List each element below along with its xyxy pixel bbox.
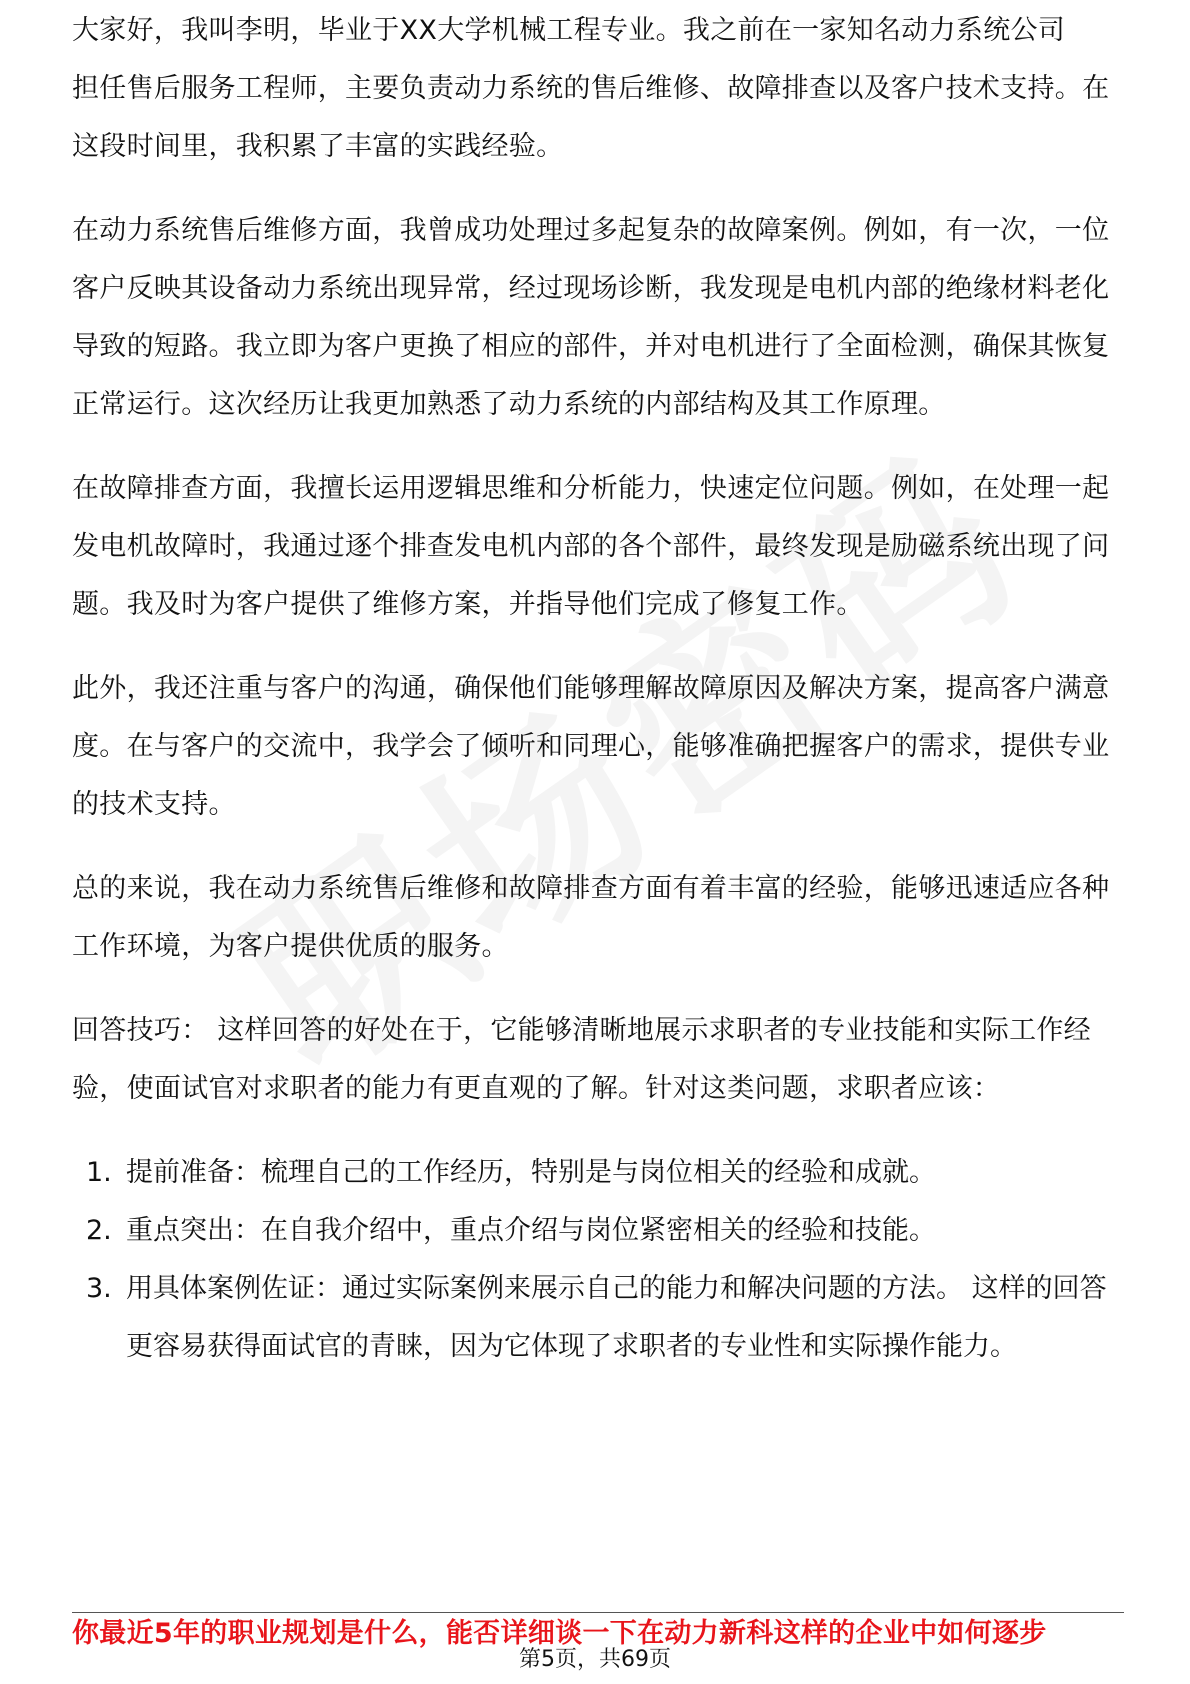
tips-list <box>72 1144 1122 1376</box>
page-number: 第5页，共69页 <box>519 1647 671 1672</box>
footer-divider <box>72 1612 1124 1613</box>
list-item <box>72 1144 1122 1202</box>
paragraph-answer-tips: 回答技巧： 这样回答的好处在于，它能够清晰地展示求职者的专业技能和实际工作经验，使面试官对求职者的能力有更直观的了解。针对这类问题，求职者应该： <box>72 1015 1091 1104</box>
list-item-number: 3. <box>86 1273 112 1304</box>
list-item <box>72 1202 1122 1260</box>
paragraph-troubleshooting: 在故障排查方面，我擅长运用逻辑思维和分析能力，快速定位问题。例如，在处理一起发电机故障时，我通过逐个排查发电机内部的各个部件，最终发现是励磁系统出现了问题。我及时为客户提供了维修方案，并指导他们完成了修复工作。 <box>72 473 1110 620</box>
list-item-number: 1. <box>86 1157 112 1188</box>
list-item-text: 重点突出：在自我介绍中，重点介绍与岗位紧密相关的经验和技能。 <box>126 1215 936 1246</box>
paragraph-communication: 此外，我还注重与客户的沟通，确保他们能够理解故障原因及解决方案，提高客户满意度。在与客户的交流中，我学会了倾听和同理心，能够准确把握客户的需求，提供专业的技术支持。 <box>72 673 1110 820</box>
list-item-number: 2. <box>86 1215 112 1246</box>
list-item-text: 提前准备：梳理自己的工作经历，特别是与岗位相关的经验和成就。 <box>126 1157 936 1188</box>
paragraph-summary: 总的来说，我在动力系统售后维修和故障排查方面有着丰富的经验，能够迅速适应各种工作环境，为客户提供优质的服务。 <box>72 873 1110 962</box>
paragraph-intro: 担任售后服务工程师，主要负责动力系统的售后维修、故障排查以及客户技术支持。在这段时间里，我积累了丰富的实践经验。 <box>72 73 1110 162</box>
paragraph-intro-cut: 大家好，我叫李明，毕业于XX大学机械工程专业。我之前在一家知名动力系统公司 <box>72 15 1066 46</box>
paragraph-repair-experience: 在动力系统售后维修方面，我曾成功处理过多起复杂的故障案例。例如，有一次，一位客户反映其设备动力系统出现异常，经过现场诊断，我发现是电机内部的绝缘材料老化导致的短路。我立即为客户更换了相应的部件，并对电机进行了全面检测，确保其恢复正常运行。这次经历让我更加熟悉了动力系统的内部结构及其工作原理。 <box>72 215 1110 420</box>
list-item <box>72 1260 1122 1376</box>
document-body <box>72 15 1122 1376</box>
list-item-text: 用具体案例佐证：通过实际案例来展示自己的能力和解决问题的方法。 这样的回答更容易获得面试官的青睐，因为它体现了求职者的专业性和实际操作能力。 <box>126 1273 1107 1362</box>
next-question-heading: 你最近5年的职业规划是什么，能否详细谈一下在动力新科这样的企业中如何逐步 <box>72 1618 1047 1649</box>
